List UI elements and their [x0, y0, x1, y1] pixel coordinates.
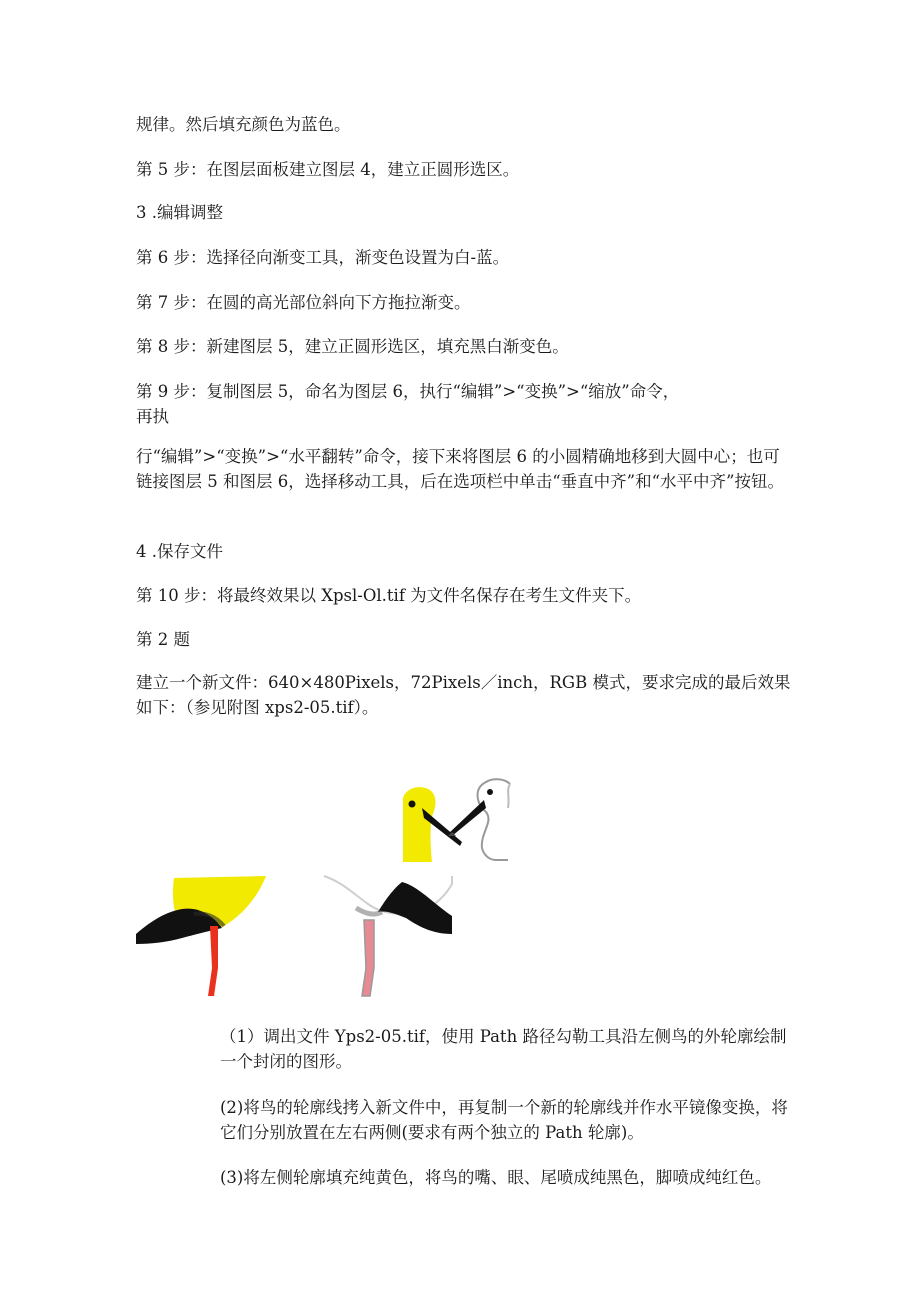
- step-5: 第 5 步：在图层面板建立图层 4，建立正圆形选区。: [136, 160, 520, 179]
- step-8: 第 8 步：新建图层 5，建立正圆形选区，填充黑白渐变色。: [136, 337, 569, 356]
- paragraph-1: 规律。然后填充颜色为蓝色。: [136, 115, 351, 134]
- instruction-3: (3)将左侧轮廓填充纯黄色，将鸟的嘴、眼、尾喷成纯黑色，脚喷成纯红色。: [220, 1168, 772, 1187]
- step-7: 第 7 步：在圆的高光部位斜向下方拖拉渐变。: [136, 293, 471, 312]
- yellow-bird-body-figure: [134, 874, 274, 998]
- question-2-intro: 建立一个新文件：640×480Pixels，72Pixels／inch，RGB 模式，要求完成的最后效果如下：（参见附图 xps2-05.tif）。: [136, 673, 791, 717]
- step-9: 第 9 步：复制图层 5，命名为图层 6，执行“编辑”>“变换”>“缩放”命令，: [136, 382, 680, 401]
- white-bird-body-figure: [322, 874, 456, 998]
- step-9-continued: 再执: [136, 407, 169, 426]
- question-2-heading: 第 2 题: [136, 630, 190, 649]
- instruction-2: (2)将鸟的轮廓线拷入新文件中，再复制一个新的轮廓线并作水平镜像变换，将它们分别放置在左右两侧(要求有两个独立的 Path 轮廓)。: [220, 1098, 788, 1142]
- bird-heads-figure: [400, 776, 514, 866]
- step-6: 第 6 步：选择径向渐变工具，渐变色设置为白-蓝。: [136, 248, 510, 267]
- section-4-heading: 4 .保存文件: [136, 542, 223, 561]
- instruction-1: （1）调出文件 Yps2-05.tif，使用 Path 路径勾勒工具沿左侧鸟的外轮廓绘制一个封闭的图形。: [220, 1027, 787, 1071]
- step-10: 第 10 步：将最终效果以 Xpsl-Ol.tif 为文件名保存在考生文件夹下。: [136, 586, 642, 605]
- step-9-details: 行“编辑”>“变换”>“水平翻转”命令，接下来将图层 6 的小圆精确地移到大圆中心；也可链接图层 5 和图层 6，选择移动工具，后在选项栏中单击“垂直中齐”和“水平中齐”按钮。: [136, 447, 784, 491]
- section-3-heading: 3 .编辑调整: [136, 203, 223, 222]
